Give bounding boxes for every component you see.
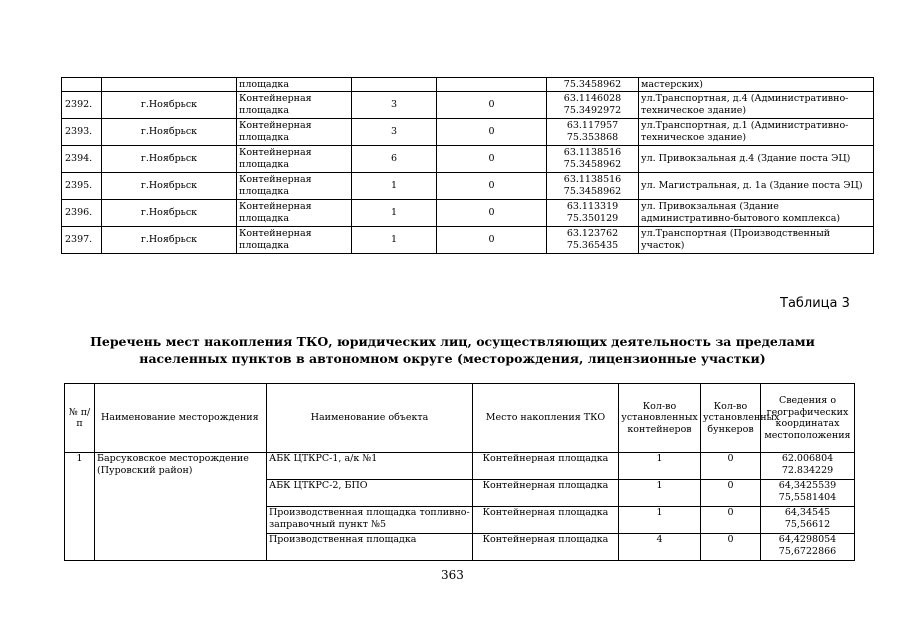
field-name: Барсуковское месторождение (Пуровский район) — [95, 453, 267, 561]
container-count: 1 — [352, 173, 437, 200]
row-number: 2396. — [62, 200, 102, 227]
table-row — [62, 119, 874, 146]
header-field: Наименование месторождения — [95, 384, 267, 453]
container-count: 1 — [619, 480, 701, 507]
coordinates: 75.3458962 — [547, 78, 639, 92]
address: мастерских) — [639, 78, 874, 92]
table-row — [62, 173, 874, 200]
object-name: Производственная площадка топливно-заправочный пункт №5 — [267, 507, 473, 534]
table-row — [62, 227, 874, 254]
table-row — [65, 453, 855, 480]
coordinates: 64,4298054 75,6722866 — [761, 534, 855, 561]
coordinates: 63.123762 75.365435 — [547, 227, 639, 254]
city: г.Ноябрьск — [102, 92, 237, 119]
bunker-count: 0 — [437, 173, 547, 200]
coordinates: 63.1146028 75.3492972 — [547, 92, 639, 119]
storage-place: Контейнерная площадка — [473, 507, 619, 534]
object-name: АБК ЦТКРС-1, а/к №1 — [267, 453, 473, 480]
section-heading: Перечень мест накопления ТКО, юридических лиц, осуществляющих деятельность за пределами населенных пунктов в автономном округе (месторождения, лицензионные участки) — [90, 334, 815, 366]
bunker-count: 0 — [437, 119, 547, 146]
table-row — [62, 200, 874, 227]
address: ул. Магистральная, д. 1а (Здание поста ЭЦ) — [639, 173, 874, 200]
header-coords: Сведения о географических координатах местоположения — [761, 384, 855, 453]
header-place: Место накопления ТКО — [473, 384, 619, 453]
city: г.Ноябрьск — [102, 173, 237, 200]
header-containers: Кол-во установленных контейнеров — [619, 384, 701, 453]
address: ул. Привокзальная д.4 (Здание поста ЭЦ) — [639, 146, 874, 173]
bunker-count: 0 — [437, 146, 547, 173]
address: ул. Привокзальная (Здание административно-бытового комплекса) — [639, 200, 874, 227]
address: ул.Транспортная, д.4 (Административно-техническое здание) — [639, 92, 874, 119]
site-type: площадка — [237, 78, 352, 92]
coordinates: 64,3425539 75,5581404 — [761, 480, 855, 507]
table-row — [62, 92, 874, 119]
city: г.Ноябрьск — [102, 227, 237, 254]
coordinates: 62.006804 72.834229 — [761, 453, 855, 480]
container-count: 1 — [619, 507, 701, 534]
row-number: 2392. — [62, 92, 102, 119]
city: г.Ноябрьск — [102, 119, 237, 146]
storage-place: Контейнерная площадка — [473, 453, 619, 480]
header-bunkers: Кол-во установленных бункеров — [701, 384, 761, 453]
city: г.Ноябрьск — [102, 200, 237, 227]
coordinates: 63.117957 75.353868 — [547, 119, 639, 146]
bunker-count: 0 — [437, 92, 547, 119]
header-object: Наименование объекта — [267, 384, 473, 453]
bunker-count: 0 — [701, 534, 761, 561]
settlement-sites-table — [61, 77, 874, 254]
container-count: 1 — [352, 227, 437, 254]
container-count: 3 — [352, 119, 437, 146]
row-number: 2395. — [62, 173, 102, 200]
container-count: 6 — [352, 146, 437, 173]
coordinates: 63.1138516 75.3458962 — [547, 173, 639, 200]
table-row — [62, 78, 874, 92]
header-num: № п/п — [65, 384, 95, 453]
page-number: 363 — [441, 568, 464, 582]
bunker-count: 0 — [701, 480, 761, 507]
storage-place: Контейнерная площадка — [473, 480, 619, 507]
bunker-count: 0 — [701, 507, 761, 534]
site-type: Контейнерная площадка — [237, 92, 352, 119]
row-number: 2397. — [62, 227, 102, 254]
site-type: Контейнерная площадка — [237, 146, 352, 173]
address: ул.Транспортная, д.1 (Административно-техническое здание) — [639, 119, 874, 146]
object-name: АБК ЦТКРС-2, БПО — [267, 480, 473, 507]
container-count: 1 — [619, 453, 701, 480]
table-caption: Таблица 3 — [780, 296, 850, 311]
container-count: 4 — [619, 534, 701, 561]
city: г.Ноябрьск — [102, 146, 237, 173]
table-header-row — [65, 384, 855, 453]
row-number: 2394. — [62, 146, 102, 173]
bunker-count: 0 — [701, 453, 761, 480]
object-name: Производственная площадка — [267, 534, 473, 561]
container-count: 3 — [352, 92, 437, 119]
container-count: 1 — [352, 200, 437, 227]
row-number: 1 — [65, 453, 95, 561]
coordinates: 64,34545 75,56612 — [761, 507, 855, 534]
row-number: 2393. — [62, 119, 102, 146]
bunker-count: 0 — [437, 227, 547, 254]
table-row — [62, 146, 874, 173]
site-type: Контейнерная площадка — [237, 119, 352, 146]
site-type: Контейнерная площадка — [237, 227, 352, 254]
bunker-count: 0 — [437, 200, 547, 227]
coordinates: 63.1138516 75.3458962 — [547, 146, 639, 173]
site-type: Контейнерная площадка — [237, 173, 352, 200]
address: ул.Транспортная (Производственный участок) — [639, 227, 874, 254]
storage-place: Контейнерная площадка — [473, 534, 619, 561]
site-type: Контейнерная площадка — [237, 200, 352, 227]
coordinates: 63.113319 75.350129 — [547, 200, 639, 227]
oilfield-sites-table — [64, 383, 855, 561]
